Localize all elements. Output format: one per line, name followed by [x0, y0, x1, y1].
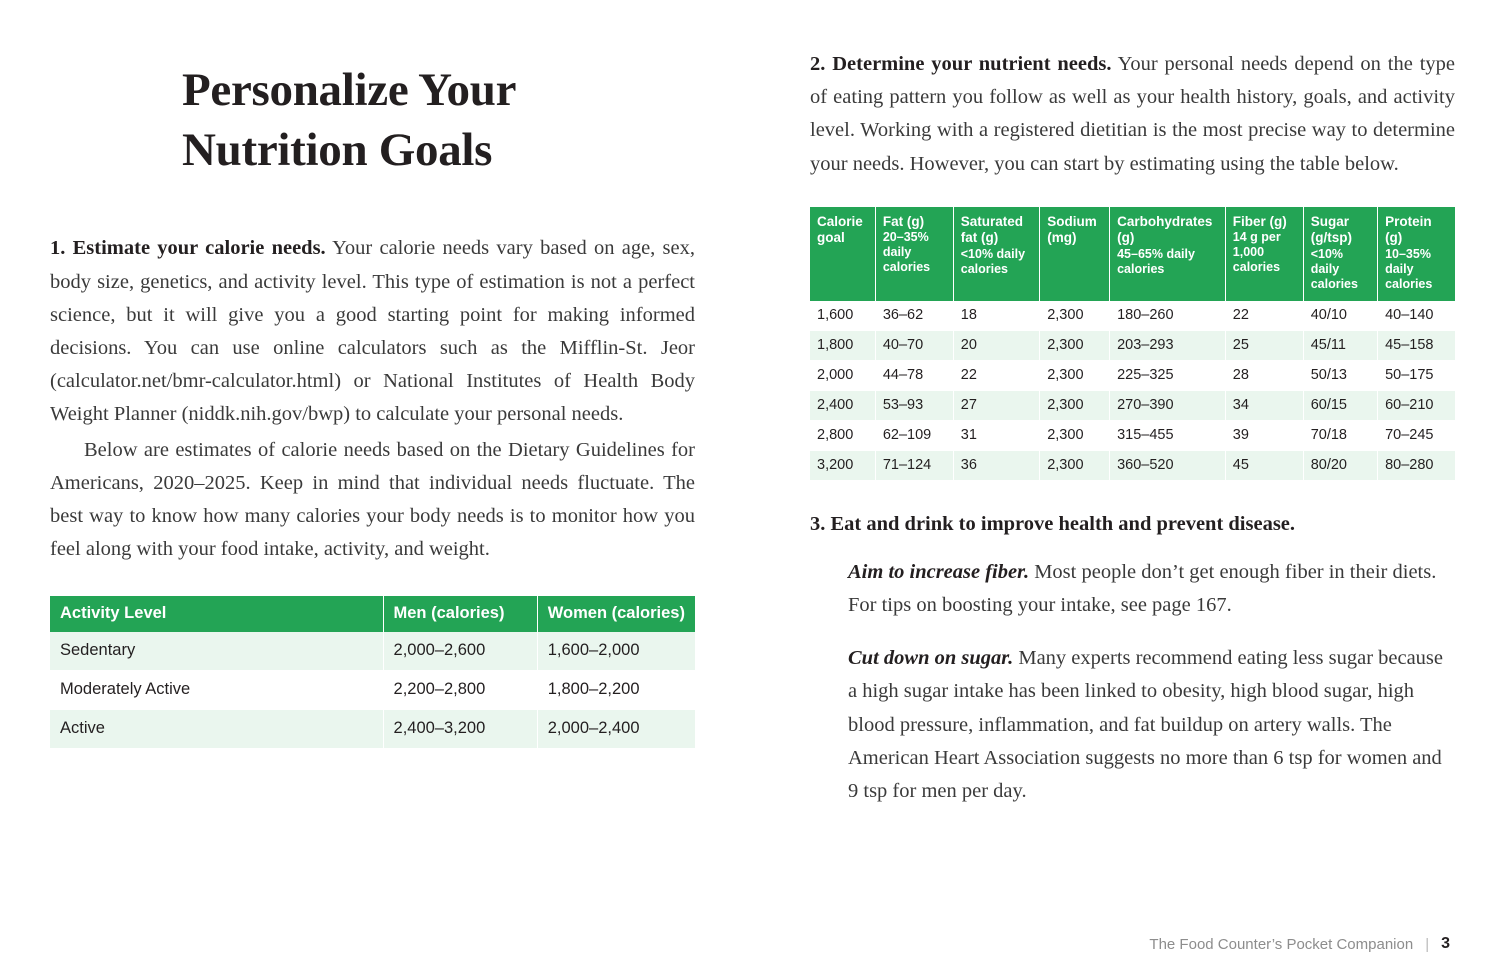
nutrient-cell: 360–520	[1110, 450, 1226, 480]
step-2-text: Your personal needs depend on the type of eating pattern you follow as well as your health history, goals, and activity level. Working with a registered dietitian is the most precise way to determine your needs. However, you can start by estimating using the table below.	[810, 53, 1455, 175]
activity-cell: Moderately Active	[50, 671, 383, 710]
nutrient-cell: 1,800	[810, 330, 875, 360]
header-main: Saturated fat (g)	[960, 213, 1024, 246]
nutrient-cell: 60–210	[1378, 390, 1455, 420]
nutrient-cell: 80/20	[1303, 450, 1377, 480]
header-sub: 45–65% daily calories	[1117, 246, 1195, 276]
nutrient-cell: 45	[1225, 450, 1303, 480]
nutrient-cell: 31	[953, 420, 1039, 450]
nutrient-cell: 315–455	[1110, 420, 1226, 450]
nutrient-cell: 2,400	[810, 390, 875, 420]
nutrient-cell: 44–78	[875, 360, 953, 390]
nutrient-cell: 180–260	[1110, 301, 1226, 331]
nutrient-header-fiber	[1225, 207, 1303, 301]
activity-cell: 2,000–2,600	[383, 632, 537, 671]
header-main: Protein (g)	[1385, 213, 1432, 246]
nutrient-header-carbohydrates	[1110, 207, 1226, 301]
nutrient-cell: 53–93	[875, 390, 953, 420]
step-1-paragraph	[50, 232, 695, 431]
nutrient-cell: 28	[1225, 360, 1303, 390]
table-row	[810, 330, 1455, 360]
table-row	[50, 710, 695, 749]
header-sub: 10–35% daily calories	[1385, 246, 1433, 291]
header-main: Sugar (g/tsp)	[1310, 213, 1352, 246]
nutrient-header-saturated-fat	[953, 207, 1039, 301]
step-2-label: 2. Determine your nutrient needs.	[810, 53, 1112, 75]
nutrient-needs-table	[810, 207, 1455, 480]
nutrient-cell: 2,300	[1040, 420, 1110, 450]
tip-increase-fiber-lead: Aim to increase fiber.	[848, 560, 1030, 583]
table-row	[810, 390, 1455, 420]
right-column	[810, 48, 1455, 808]
nutrient-cell: 70–245	[1378, 420, 1455, 450]
nutrient-cell: 25	[1225, 330, 1303, 360]
header-sub: <10% daily calories	[1310, 246, 1358, 291]
header-main: Carbohydrates (g)	[1117, 213, 1213, 246]
header-main: Calorie goal	[817, 213, 863, 246]
page-footer	[1149, 935, 1450, 953]
nutrient-cell: 2,300	[1040, 450, 1110, 480]
nutrient-cell: 50/13	[1303, 360, 1377, 390]
nutrient-header-fat	[875, 207, 953, 301]
nutrient-cell: 225–325	[1110, 360, 1226, 390]
nutrient-cell: 22	[1225, 301, 1303, 331]
table-row	[810, 450, 1455, 480]
footer-book-title: The Food Counter’s Pocket Companion	[1149, 935, 1414, 953]
activity-header-men: Men (calories)	[383, 596, 537, 632]
tip-increase-fiber-text: Most people don’t get enough fiber in their diets. For tips on boosting your intake, see page 167.	[848, 560, 1437, 616]
step-1-label: 1. Estimate your calorie needs.	[50, 237, 326, 260]
calorie-estimates-paragraph: Below are estimates of calorie needs based on the Dietary Guidelines for Americans, 2020–2025. Keep in mind that individual needs fluctuate. The best way to know how many calories your body needs is to monitor how you feel along with your food intake, activity, and weight.	[50, 438, 695, 561]
activity-cell: Active	[50, 710, 383, 749]
page-title	[50, 60, 695, 180]
nutrient-cell: 62–109	[875, 420, 953, 450]
nutrient-cell: 36–62	[875, 301, 953, 331]
nutrient-cell: 2,300	[1040, 360, 1110, 390]
nutrient-cell: 18	[953, 301, 1039, 331]
table-row	[810, 360, 1455, 390]
nutrient-cell: 80–280	[1378, 450, 1455, 480]
activity-header-women: Women (calories)	[537, 596, 695, 632]
step-1-text: Your calorie needs vary based on age, sex, body size, genetics, and activity level. This type of estimation is not a perfect science, but it will give you a good starting point for making informed decisions. You can use online calculators such as the Mifflin-St. Jeor (calculator.net/bmr-calculator.html) or National Institutes of Health Body Weight Planner (niddk.nih.gov/bwp) to calculate your personal needs.	[50, 237, 695, 426]
header-main: Fiber (g)	[1232, 213, 1287, 229]
table-row	[50, 632, 695, 671]
nutrient-cell: 50–175	[1378, 360, 1455, 390]
table-row	[810, 301, 1455, 331]
nutrient-header-sodium	[1040, 207, 1110, 301]
nutrient-cell: 71–124	[875, 450, 953, 480]
nutrient-cell: 2,300	[1040, 301, 1110, 331]
nutrient-header-calorie-goal	[810, 207, 875, 301]
footer-separator: |	[1425, 935, 1430, 953]
nutrient-header-sugar	[1303, 207, 1377, 301]
nutrient-cell: 2,000	[810, 360, 875, 390]
nutrient-cell: 39	[1225, 420, 1303, 450]
nutrient-cell: 45/11	[1303, 330, 1377, 360]
activity-cell: Sedentary	[50, 632, 383, 671]
activity-level-table	[50, 596, 695, 748]
table-row	[810, 420, 1455, 450]
step-2-paragraph	[810, 48, 1455, 181]
activity-header-level: Activity Level	[50, 596, 383, 632]
nutrient-cell: 3,200	[810, 450, 875, 480]
page-title-line-2: Nutrition Goals	[182, 124, 493, 177]
table-row	[50, 671, 695, 710]
tip-cut-down-sugar-text: Many experts recommend eating less sugar because a high sugar intake has been linked to obesity, high blood sugar, high blood pressure, inflammation, and fat buildup on artery walls. The American Heart Association suggests no more than 6 tsp for women and 9 tsp for men per day.	[848, 647, 1444, 802]
nutrient-cell: 36	[953, 450, 1039, 480]
header-sub: <10% daily calories	[960, 246, 1026, 276]
nutrient-cell: 2,300	[1040, 330, 1110, 360]
tip-cut-down-sugar-lead: Cut down on sugar.	[848, 647, 1014, 670]
nutrient-cell: 34	[1225, 390, 1303, 420]
nutrient-header-protein	[1378, 207, 1455, 301]
nutrient-cell: 40–140	[1378, 301, 1455, 331]
step-3-label: 3. Eat and drink to improve health and prevent disease.	[810, 512, 1296, 535]
header-main: Fat (g)	[882, 213, 925, 229]
nutrient-cell: 270–390	[1110, 390, 1226, 420]
nutrient-cell: 2,800	[810, 420, 875, 450]
tip-cut-down-sugar	[848, 642, 1455, 808]
nutrient-cell: 60/15	[1303, 390, 1377, 420]
table-header-row	[50, 596, 695, 632]
nutrient-cell: 40–70	[875, 330, 953, 360]
nutrient-cell: 203–293	[1110, 330, 1226, 360]
page-title-line-1: Personalize Your	[182, 64, 517, 116]
activity-cell: 2,000–2,400	[537, 710, 695, 749]
activity-cell: 2,200–2,800	[383, 671, 537, 710]
nutrient-cell: 22	[953, 360, 1039, 390]
nutrient-cell: 40/10	[1303, 301, 1377, 331]
header-sub: 14 g per 1,000 calories	[1232, 230, 1281, 275]
nutrient-cell: 70/18	[1303, 420, 1377, 450]
tip-increase-fiber	[848, 556, 1455, 622]
activity-cell: 1,600–2,000	[537, 632, 695, 671]
activity-cell: 1,800–2,200	[537, 671, 695, 710]
footer-page-number: 3	[1441, 935, 1450, 952]
nutrient-cell: 27	[953, 390, 1039, 420]
table-header-row	[810, 207, 1455, 301]
activity-cell: 2,400–3,200	[383, 710, 537, 749]
header-main: Sodium (mg)	[1047, 213, 1097, 246]
left-column	[50, 60, 695, 748]
nutrient-cell: 2,300	[1040, 390, 1110, 420]
nutrient-cell: 45–158	[1378, 330, 1455, 360]
header-sub: 20–35% daily calories	[882, 230, 931, 275]
nutrient-cell: 1,600	[810, 301, 875, 331]
nutrient-cell: 20	[953, 330, 1039, 360]
